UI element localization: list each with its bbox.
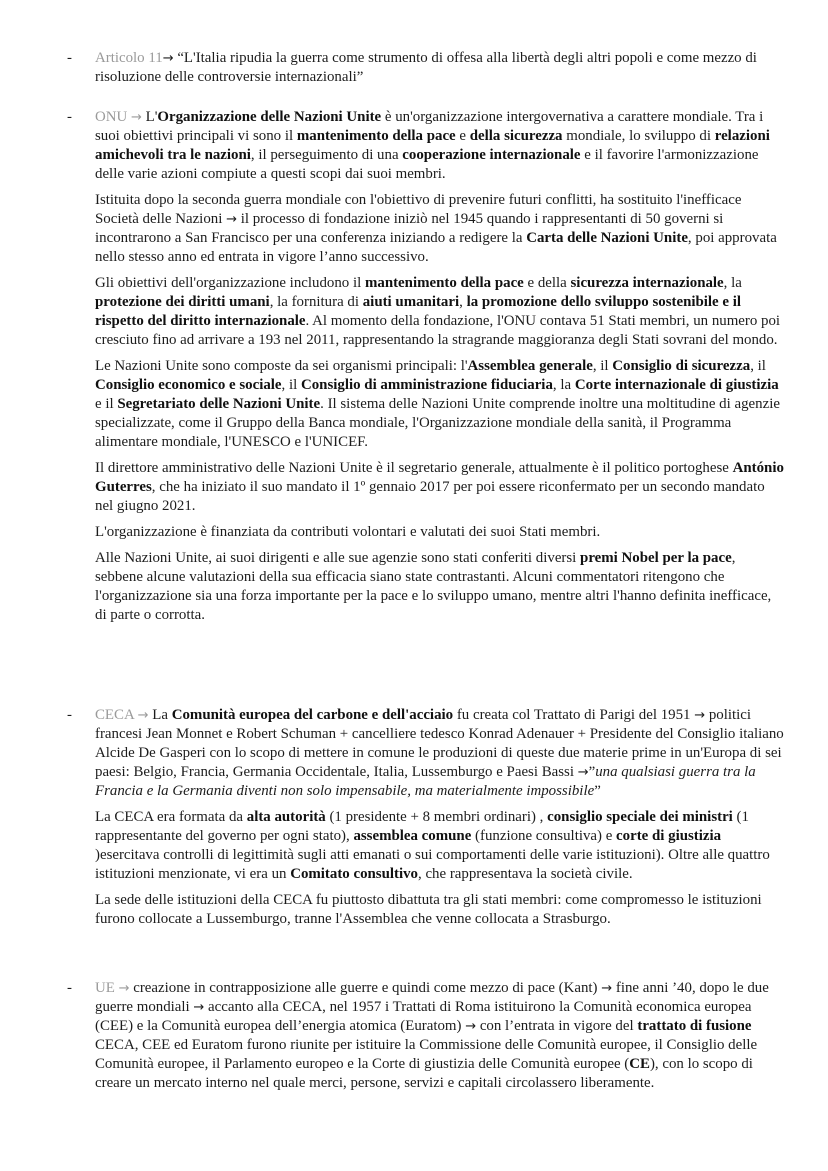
bullet-onu [67, 108, 785, 625]
bullet-dash: - [67, 707, 72, 723]
articolo-quote: “L'Italia ripudia la guerra come strumento di offesa alla libertà degli altri popoli e come mezzo di risoluzione delle controversie internazionali” [95, 50, 757, 85]
ue-label: UE [95, 980, 115, 996]
onu-paragraph-2: Istituita dopo la seconda guerra mondiale con l'obiettivo di prevenire futuri conflitti, ha sostituito l'inefficace Società delle Nazioni → il processo di fondazione iniziò nel 1945 quando i rappresentanti di 50 governi si incontrarono a San Francisco per una conferenza iniziando a redigere la Carta delle Nazioni Unite, poi approvata nello stesso anno ed entrata in vigore l’anno successivo. [95, 192, 777, 265]
ue-paragraph: UE → creazione in contrapposizione alle guerre e quindi come mezzo di pace (Kant) → fine anni ’40, dopo le due guerre mondiali → accanto alla CECA, nel 1957 i Trattati di Roma istituirono la Comunità economica europea (CEE) e la Comunità europea dell’energia atomica (Euratom) → con l’entrata in vigore del trattato di fusione CECA, CEE ed Euratom furono riunite per istituire la Commissione delle Comunità europee, il Consiglio delle Comunità europee, il Parlamento europeo e la Corte di giustizia delle Comunità europee (CE), con lo scopo di creare un mercato interno nel quale merci, persone, servizi e capitali circolassero liberamente. [95, 980, 769, 1091]
arrow-icon: → [137, 708, 149, 723]
bullet-dash: - [67, 109, 72, 125]
articolo-label: Articolo 11 [95, 50, 163, 66]
arrow-icon: → [131, 110, 142, 125]
articolo-paragraph [95, 49, 785, 87]
bullet-ue [67, 979, 785, 1093]
onu-paragraph-5: Il direttore amministrativo delle Nazioni Unite è il segretario generale, attualmente è il politico portoghese António Guterres, che ha iniziato il suo mandato il 1º gennaio 2017 per poi essere riconfermato per un secondo mandato nel giugno 2021. [95, 460, 784, 514]
bullet-ceca [67, 706, 785, 929]
bullet-dash: - [67, 980, 72, 996]
onu-paragraph-6: L'organizzazione è finanziata da contributi volontari e valutati dei suoi Stati membri. [95, 524, 601, 540]
arrow-icon: → [193, 1000, 205, 1015]
onu-paragraph-7: Alle Nazioni Unite, ai suoi dirigenti e alle sue agenzie sono stati conferiti diversi premi Nobel per la pace, sebbene alcune valutazioni della sua efficacia siano state contrastanti. Alcuni commentatori ritengono che l'organizzazione sia una forza importante per la pace e lo sviluppo umano, mentre altri l'hanno definita inefficace, di parte o corrotta. [95, 550, 772, 623]
ceca-label: CECA [95, 707, 134, 723]
arrow-icon: → [226, 212, 237, 227]
bullet-articolo-11 [67, 49, 785, 87]
onu-paragraph-4: Le Nazioni Unite sono composte da sei organismi principali: l'Assemblea generale, il Consiglio di sicurezza, il Consiglio economico e sociale, il Consiglio di amministrazione fiduciaria, la Corte internazionale di giustizia e il Segretariato delle Nazioni Unite. Il sistema delle Nazioni Unite comprende inoltre una moltitudine di agenzie specializzate, come il Gruppo della Banca mondiale, l'Organizzazione mondiale della sanità, il Programma alimentare mondiale, l'UNESCO e l'UNICEF. [95, 358, 780, 450]
bullet-dash: - [67, 50, 72, 66]
arrow-icon: → [162, 51, 174, 66]
onu-label: ONU [95, 109, 128, 125]
ceca-paragraph-3: La sede delle istituzioni della CECA fu piuttosto dibattuta tra gli stati membri: come compromesso le istituzioni furono collocate a Lussemburgo, tranne l'Assemblea che venne collocata a Strasburgo. [95, 892, 762, 927]
onu-paragraph-3: Gli obiettivi dell'organizzazione includono il mantenimento della pace e della sicurezza internazionale, la protezione dei diritti umani, la fornitura di aiuti umanitari, la promozione dello sviluppo sostenibile e il rispetto del diritto internazionale. Al momento della fondazione, l'ONU contava 51 Stati membri, un numero poi cresciuto fino ad arrivare a 193 nel 2011, rappresentando la stragrande maggioranza degli Stati sovrani del mondo. [95, 275, 781, 348]
arrow-icon: → [465, 1019, 477, 1034]
arrow-icon: → [577, 765, 589, 780]
arrow-icon: → [601, 981, 613, 996]
ceca-paragraph-2: La CECA era formata da alta autorità (1 presidente + 8 membri ordinari) , consiglio speciale dei ministri (1 rappresentante del governo per ogni stato), assemblea comune (funzione consultiva) e corte di giustizia )esercitava controlli di legittimità sugli atti emanati o sui comportamenti delle varie istituzioni). Oltre alle quattro istituzioni menzionate, vi era un Comitato consultivo, che rappresentava la società civile. [95, 809, 770, 882]
ceca-paragraph-1: CECA → La Comunità europea del carbone e dell'acciaio fu creata col Trattato di Parigi del 1951 → politici francesi Jean Monnet e Robert Schuman + cancelliere tedesco Konrad Adenauer + Presidente del Consiglio italiano Alcide De Gasperi con lo scopo di mettere in comune le produzioni di queste due materie prime in un'Europa di sei paesi: Belgio, Francia, Germania Occidentale, Italia, Lussemburgo e Paesi Bassi →”una qualsiasi guerra tra la Francia e la Germania diventi non solo impensabile, ma materialmente impossibile” [95, 707, 784, 799]
arrow-icon: → [694, 708, 706, 723]
arrow-icon: → [118, 981, 130, 996]
onu-paragraph-1: ONU → L'Organizzazione delle Nazioni Unite è un'organizzazione intergovernativa a carattere mondiale. Tra i suoi obiettivi principali vi sono il mantenimento della pace e della sicurezza mondiale, lo sviluppo di relazioni amichevoli tra le nazioni, il perseguimento di una cooperazione internazionale e il favorire l'armonizzazione delle varie azioni compiute a questi scopi dai suoi membri. [95, 109, 770, 182]
